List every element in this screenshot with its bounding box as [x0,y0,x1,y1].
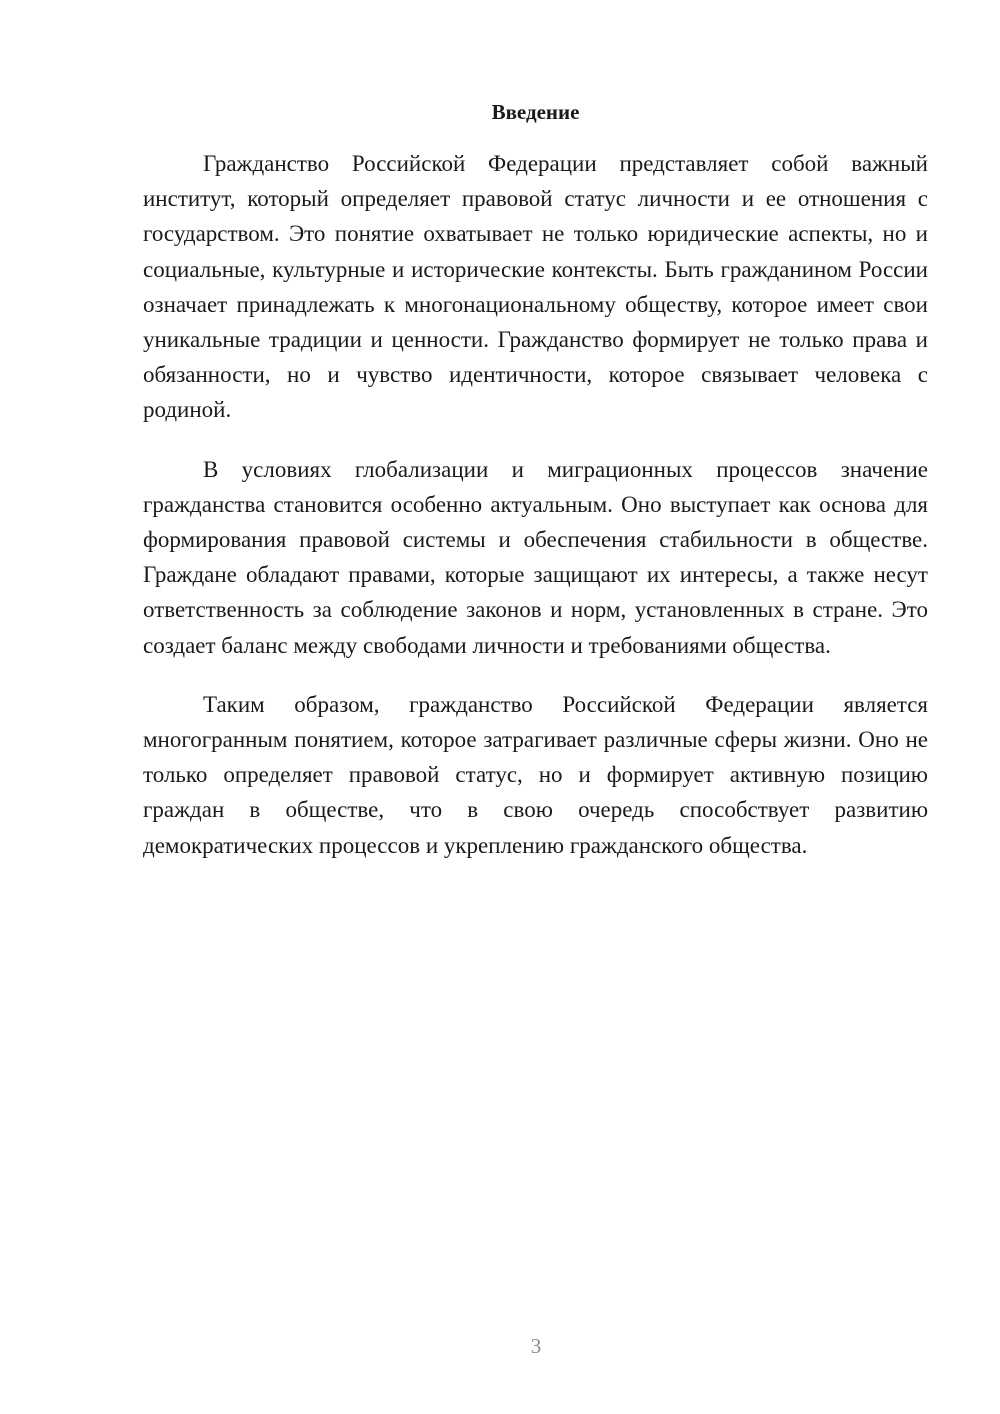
section-title: Введение [491,100,580,124]
page-content [143,98,928,887]
paragraph-2: В условиях глобализации и миграционных процессов значение гражданства становится особенно актуальным. Оно выступает как основа для формирования правовой системы и обеспечения стабильности в обществе. Граждане обладают правами, которые защищают их интересы, а также несут ответственность за соблюдение законов и норм, установленных в стране. Это создает баланс между свободами личности и требованиями общества. [143,456,928,658]
paragraph-3: Таким образом, гражданство Российской Федерации является многогранным понятием, которое затрагивает различные сферы жизни. Оно не только определяет правовой статус, но и формирует активную позицию граждан в обществе, что в свою очередь способствует развитию демократических процессов и укреплению гражданского общества. [143,691,928,858]
paragraph-1: Гражданство Российской Федерации представляет собой важный институт, который определяет правовой статус личности и ее отношения с государством. Это понятие охватывает не только юридические аспекты, но и социальные, культурные и исторические контексты. Быть гражданином России означает принадлежать к многонациональному обществу, которое имеет свои уникальные традиции и ценности. Гражданство формирует не только права и обязанности, но и чувство идентичности, которое связывает человека с родиной. [143,151,928,423]
page-number: 3 [530,1334,542,1358]
